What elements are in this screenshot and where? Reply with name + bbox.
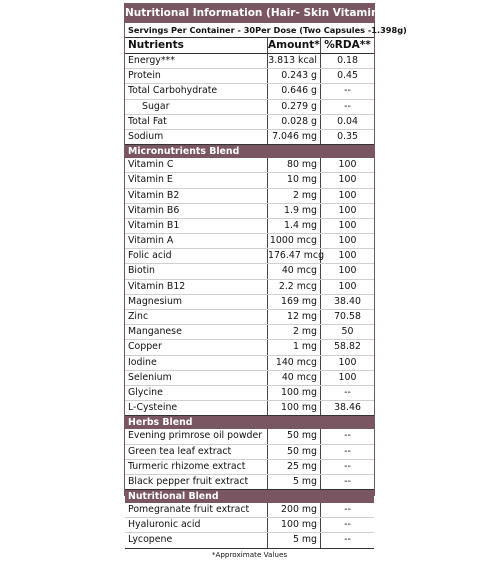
nutrient-rda: -- [344,386,351,398]
nutrient-amount: 1.9 mg [268,204,321,218]
table-row [125,518,374,533]
nutrient-name: Sodium [125,130,268,144]
nutrient-name: Manganese [125,325,268,339]
nutrient-amount: 1.4 mg [268,219,321,233]
nutrient-name: Protein [125,69,268,83]
nutrient-name: Glycine [125,386,268,400]
section-herbs: Herbs Blend [125,416,374,429]
table-row [125,340,374,355]
nutrient-rda: 70.58 [334,311,361,322]
nutrient-rda: 100 [338,265,357,277]
nutrient-rda: 100 [338,235,357,247]
nutrient-amount: 140 mcg [268,356,321,370]
table-row [125,356,374,371]
nutrient-amount: 100 mg [268,386,321,400]
nutrient-name: Copper [125,340,268,354]
table-row [125,386,374,401]
nutrient-rda: 50 [341,326,354,338]
nutrient-name: Total Carbohydrate [125,84,268,98]
nutrient-rda: -- [344,519,351,531]
nutrient-name: Vitamin C [125,158,268,172]
nutrient-rda: -- [344,534,351,546]
table-row [125,310,374,325]
nutrient-amount: 5 mg [268,533,321,547]
nutrient-rda: 38.40 [334,295,361,307]
table-row [125,264,374,279]
nutrient-amount: 176.47 mcg [268,249,321,263]
table-row [125,54,374,69]
table-row [125,173,374,188]
nutrient-amount: 40 mcg [268,371,321,385]
table-row [125,115,374,130]
section-nutritional: Nutritional Blend [125,490,374,503]
nutrient-name: Pomegranate fruit extract [125,503,268,517]
nutrient-amount: 12 mg [268,310,321,324]
table-row [125,460,374,475]
table-row [125,325,374,340]
nutrient-amount: 3.813 kcal [268,54,321,68]
nutrient-amount: 0.279 g [268,100,321,114]
nutrient-name: Energy*** [125,54,268,68]
nutrient-rda: -- [344,430,351,442]
nutrient-amount: 0.243 g [268,69,321,83]
header-nutrients: Nutrients [125,38,268,53]
per-dose: Per Dose (Two Capsules -1.398g) [255,25,407,35]
table-row [125,503,374,518]
nutrient-name: Magnesium [125,295,268,309]
nutrient-rda: 100 [338,356,357,368]
nutrient-name: Vitamin B12 [125,280,268,294]
nutrient-amount: 0.646 g [268,84,321,98]
nutrient-amount: 1000 mcg [268,234,321,248]
nutrient-amount: 50 mg [268,445,321,459]
nutrient-name: Vitamin B2 [125,189,268,203]
nutrient-name: Turmeric rhizome extract [125,460,268,474]
servings-per-container: Servings Per Container - 30 [128,25,256,35]
section-micronutrients: Micronutrients Blend [125,145,374,158]
nutrient-rda: 100 [338,219,357,231]
nutrient-rda: 58.82 [334,341,361,353]
nutrient-name: Total Fat [125,115,268,129]
nutrient-rda: -- [344,475,351,487]
nutrient-amount: 2 mg [268,325,321,339]
nutrient-rda: 0.45 [337,70,358,82]
table-row [125,429,374,444]
nutrient-rda: 100 [338,204,357,216]
micronutrients-group [125,158,374,416]
table-row [125,69,374,84]
nutrient-name: Selenium [125,371,268,385]
nutrient-amount: 169 mg [268,295,321,309]
nutrient-amount: 2 mg [268,189,321,203]
nutrient-name: Vitamin B1 [125,219,268,233]
nutrient-rda: 100 [338,159,357,171]
nutrient-amount: 80 mg [268,158,321,172]
nutrient-name: Biotin [125,264,268,278]
table-row [125,533,374,547]
nutrient-name: Hyaluronic acid [125,518,268,532]
nutrient-name: Iodine [125,356,268,370]
nutrient-rda: 100 [338,189,357,201]
table-row [125,280,374,295]
nutrient-amount: 40 mcg [268,264,321,278]
table-row [125,130,374,144]
nutrient-rda: -- [344,460,351,472]
table-row [125,234,374,249]
nutrient-amount: 7.046 mg [268,130,321,144]
nutrient-name: Vitamin B6 [125,204,268,218]
nutrient-rda: 100 [338,174,357,186]
nutrient-rda: 100 [338,371,357,383]
nutrition-facts-panel [124,3,407,559]
table-row [125,249,374,264]
nutrient-name: Black pepper fruit extract [125,475,268,489]
nutrient-name: Lycopene [125,533,268,547]
table-row [125,295,374,310]
nutritional-group [125,503,374,548]
nutrient-amount: 25 mg [268,460,321,474]
nutrient-rda: -- [344,504,351,516]
nutrient-rda: 0.04 [337,115,358,127]
table-row [125,100,374,115]
table-row [125,204,374,219]
table-row [125,401,374,415]
nutrient-amount: 50 mg [268,429,321,443]
nutrient-name: Folic acid [125,249,268,263]
nutrient-name: L-Cysteine [125,401,268,415]
table-row [125,84,374,99]
nutrient-rda: -- [344,445,351,457]
nutrient-name: Vitamin E [125,173,268,187]
nutrients-group [125,54,374,145]
nutrient-name: Sugar [125,100,268,114]
column-header-row [125,38,374,54]
nutrient-rda: -- [344,85,351,97]
header-rda: %RDA** [324,39,371,51]
nutrient-name: Green tea leaf extract [125,445,268,459]
nutrient-amount: 0.028 g [268,115,321,129]
nutrient-name: Vitamin A [125,234,268,248]
nutrient-rda: 0.35 [337,130,358,142]
table-row [125,371,374,386]
panel-title: Nutritional Information (Hair- Skin Vitamins) [125,4,374,23]
nutrient-rda: 38.46 [334,402,361,414]
nutrient-name: Zinc [125,310,268,324]
nutrient-amount: 100 mg [268,518,321,532]
nutrient-rda: 100 [338,280,357,292]
footnote: *Approximate Values [125,548,374,561]
nutrient-amount: 100 mg [268,401,321,415]
table-row [125,189,374,204]
nutrient-amount: 1 mg [268,340,321,354]
nutrient-rda: -- [344,100,351,112]
header-amount: Amount* [268,39,320,51]
table-row [125,158,374,173]
nutrient-amount: 10 mg [268,173,321,187]
servings-line [125,23,407,38]
nutrient-amount: 200 mg [268,503,321,517]
nutrient-amount: 2.2 mcg [268,280,321,294]
nutrient-amount: 5 mg [268,475,321,489]
nutrient-rda: 0.18 [337,55,358,66]
herbs-group [125,429,374,490]
table-row [125,219,374,234]
table-row [125,445,374,460]
table-row [125,475,374,489]
nutrient-name: Evening primrose oil powder [125,429,268,443]
nutrient-rda: 100 [338,250,357,262]
